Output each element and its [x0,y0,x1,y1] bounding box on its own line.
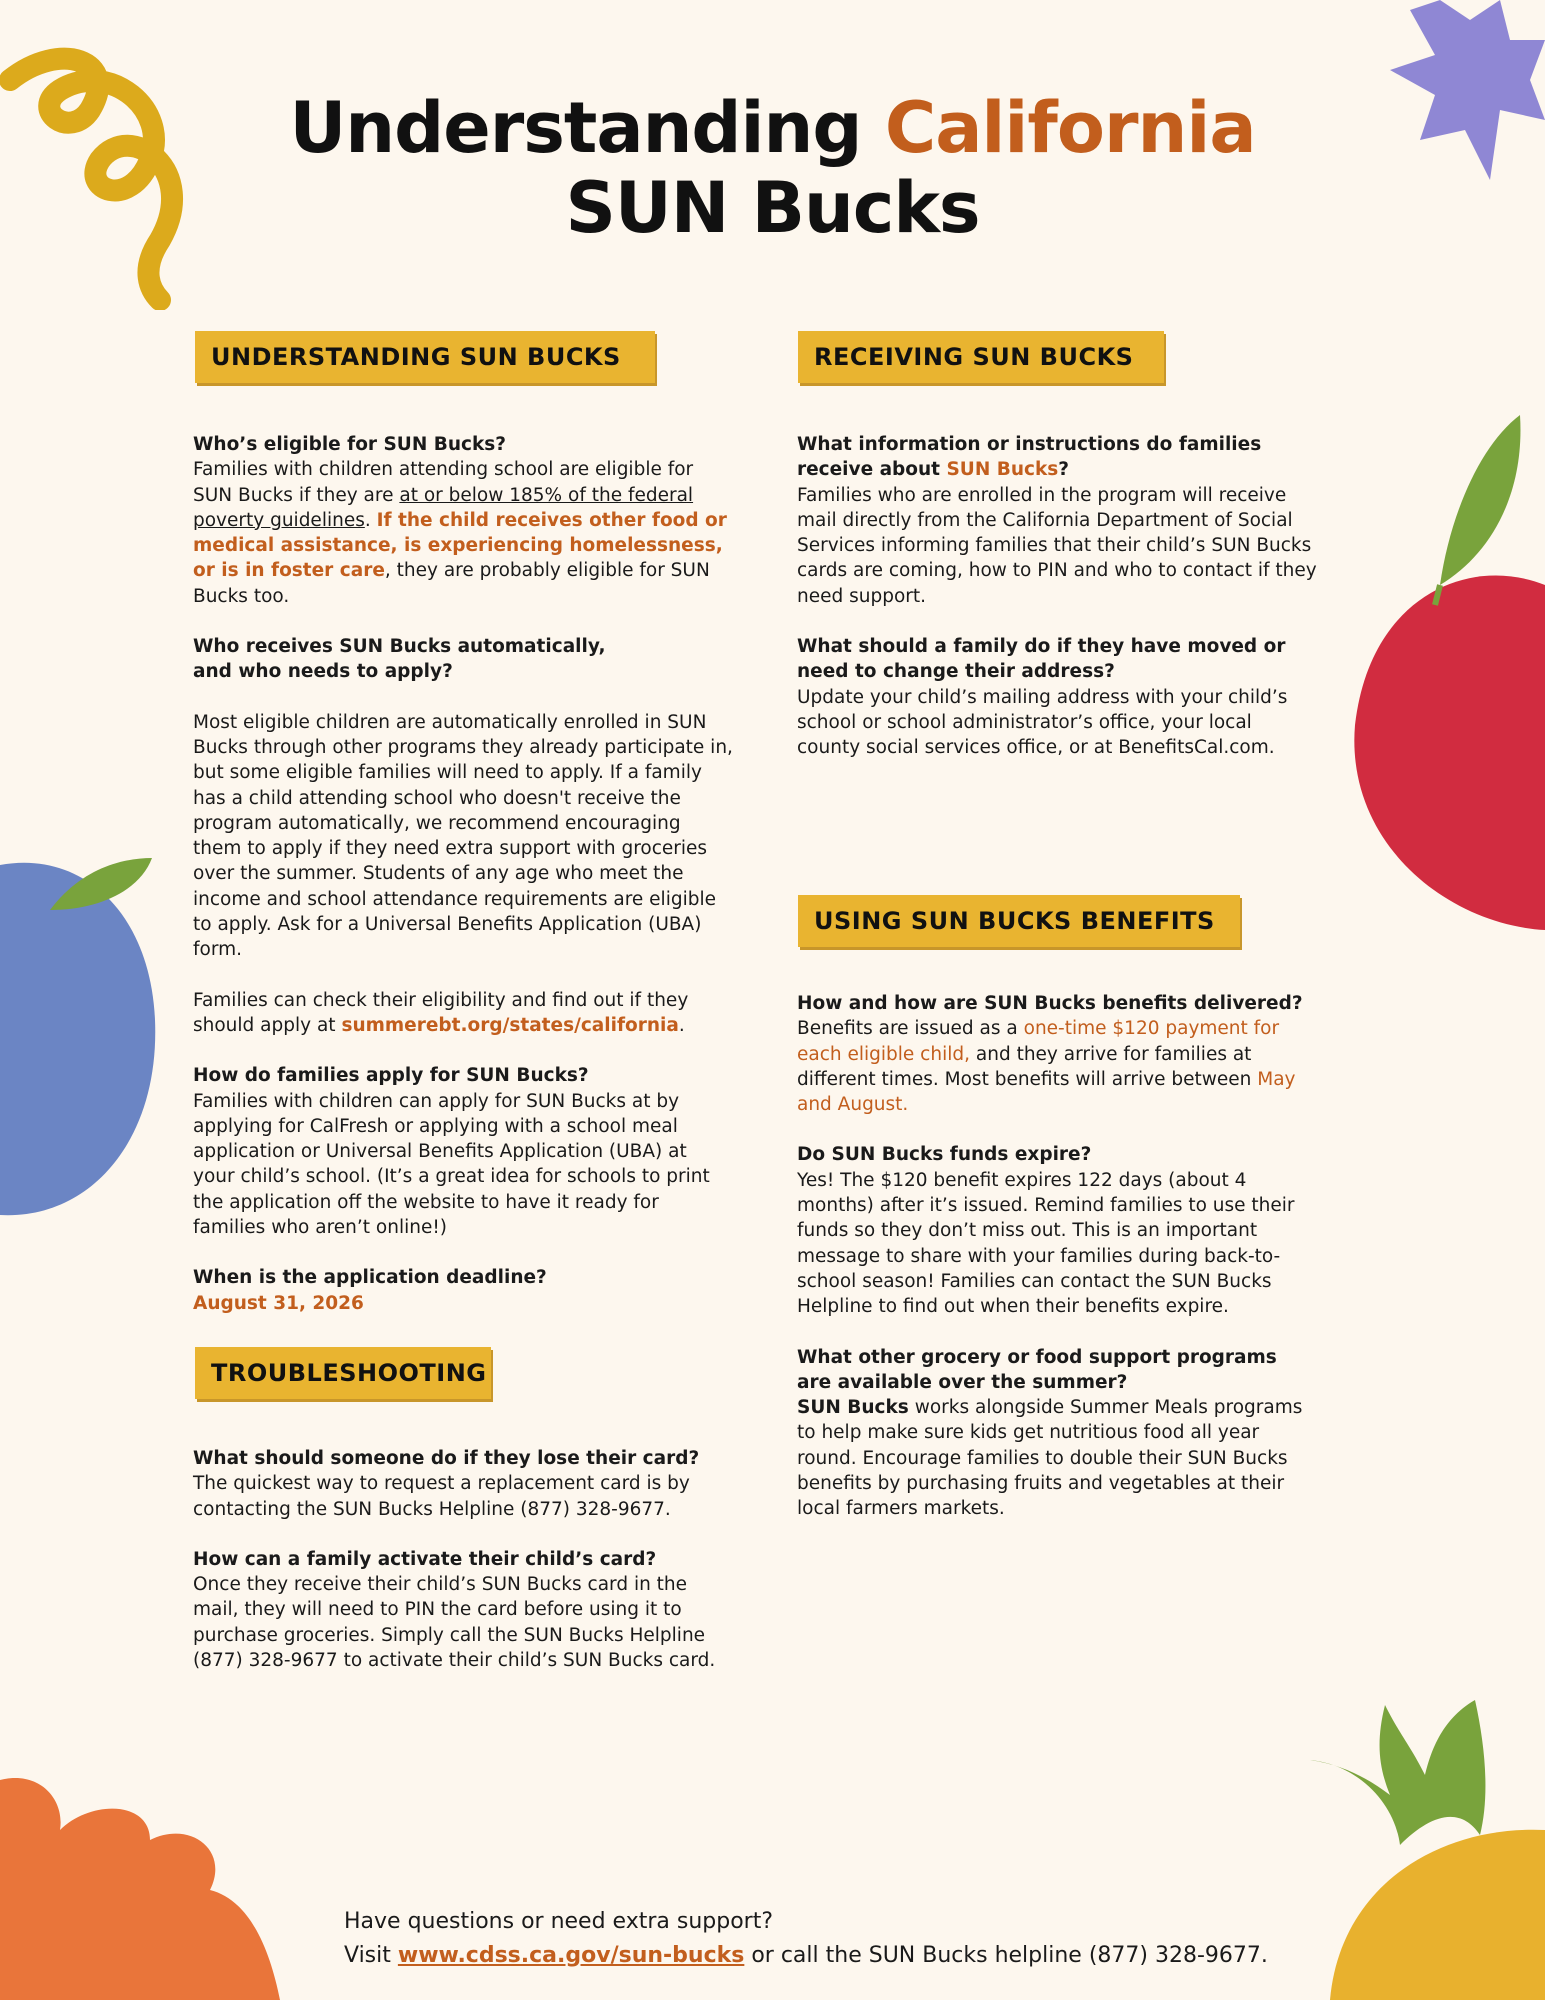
footer [344,1905,1268,1973]
answer-auto-enroll: Most eligible children are automatically enrolled in SUN Bucks through other programs they already participate in, but some eligible families will need to apply. If a family has a child attending school who doesn't receive the program automatically, we recommend encouraging them to apply if they need extra support with groceries over the summer. Students of any age who meet the income and school attendance requirements are eligible to apply. Ask for a Universal Benefits Application (UBA) form. [193,711,733,961]
question-eligibility: Who’s eligible for SUN Bucks? [193,434,507,455]
yellow-fruit-decoration [1300,1695,1545,2000]
cdss-link[interactable]: www.cdss.ca.gov/sun-bucks [397,1943,745,1968]
question-how-apply: How do families apply for SUN Bucks? [193,1065,589,1087]
receiving-content [797,432,1317,761]
question-auto-enroll: Who receives SUN Bucks automatically, and who needs to apply? [193,636,606,683]
question-moved: What should a family do if they have moved or need to change their address? [797,636,1286,683]
page-title: Understanding California SUN Bucks [289,87,1256,249]
answer-eligibility: Families with children attending school are eligible for SUN Bucks if they are at or below 185% of the federal poverty guidelines. If the child receives other food or medical assistance, is experiencing homelessness, or is in foster care, they are probably eligible for SUN Bucks too. [193,459,727,607]
question-activate-card: How can a family activate their child’s card? [193,1548,657,1570]
section-header-troubleshooting: TROUBLESHOOTING [195,1347,491,1399]
footer-question: Have questions or need extra support? [344,1909,773,1934]
answer-moved: Update your child’s mailing address with your child’s school or school administrator’s office, your local county social services office, or at BenefitsCal.com. [797,686,1288,759]
orange-flower-decoration [0,1770,290,2000]
blue-fruit-decoration [0,850,170,1230]
footer-contact: Visit www.cdss.ca.gov/sun-bucks or call the SUN Bucks helpline (877) 328-9677. [344,1943,1268,1968]
red-apple-decoration [1350,405,1545,945]
answer-lost-card: The quickest way to request a replacement card is by contacting the SUN Bucks Helpline (877) 328-9677. [193,1473,690,1520]
question-expire: Do SUN Bucks funds expire? [797,1144,1092,1166]
using-content [797,991,1317,1522]
question-lost-card: What should someone do if they lose their card? [193,1448,700,1469]
section-header-using: USING SUN BUCKS BENEFITS [798,895,1240,947]
section-header-understanding: UNDERSTANDING SUN BUCKS [195,331,655,383]
answer-expire: Yes! The $120 benefit expires 122 days (about 4 months) after it’s issued. Remind families to use their funds so they don’t miss out. This is an important message to share with your families during back-to-school season! Families can contact the SUN Bucks Helpline to find out when their benefits expire. [797,1169,1295,1318]
understanding-content [193,432,733,1316]
answer-delivered: Benefits are issued as a one-time $120 payment for each eligible child, and they arrive for families at different times. Most benefits will arrive between May and August. [797,1018,1296,1116]
poverty-guidelines-link[interactable]: at or below 185% of the federal poverty guidelines [193,484,694,531]
answer-check-eligibility: Families can check their eligibility and find out if they should apply at summerebt.org/states/california. [193,989,689,1036]
answer-how-apply: Families with children can apply for SUN Bucks at by applying for CalFresh or applying with a school meal application or Universal Benefits Application (UBA) at your child’s school. (It’s a great idea for schools to print the application off the website to have it ready for families who aren’t online!) [193,1090,710,1239]
answer-deadline: August 31, 2026 [193,1292,364,1314]
answer-activate-card: Once they receive their child’s SUN Bucks card in the mail, they will need to PIN the card before using it to purchase groceries. Simply call the SUN Bucks Helpline (877) 328-9677 to activate their child’s SUN Bucks card. [193,1574,716,1672]
question-deadline: When is the application deadline? [193,1267,547,1289]
section-header-receiving: RECEIVING SUN BUCKS [798,331,1164,383]
answer-information: Families who are enrolled in the program will receive mail directly from the California Department of Social Services informing families that their child’s SUN Bucks cards are coming, how to PIN and who to contact if they need support. [797,484,1317,607]
summerebt-link[interactable]: summerebt.org/states/california [341,1014,679,1036]
question-other-programs: What other grocery or food support programs are available over the summer? [797,1346,1277,1393]
question-information: What information or instructions do families receive about SUN Bucks? [797,434,1262,481]
answer-other-programs: SUN Bucks works alongside Summer Meals programs to help make sure kids get nutritious food all year round. Encourage families to double their SUN Bucks benefits by purchasing fruits and vegetables at their local farmers markets. [797,1397,1303,1520]
question-delivered: How and how are SUN Bucks benefits delivered? [797,993,1303,1014]
troubleshooting-content [193,1446,733,1673]
